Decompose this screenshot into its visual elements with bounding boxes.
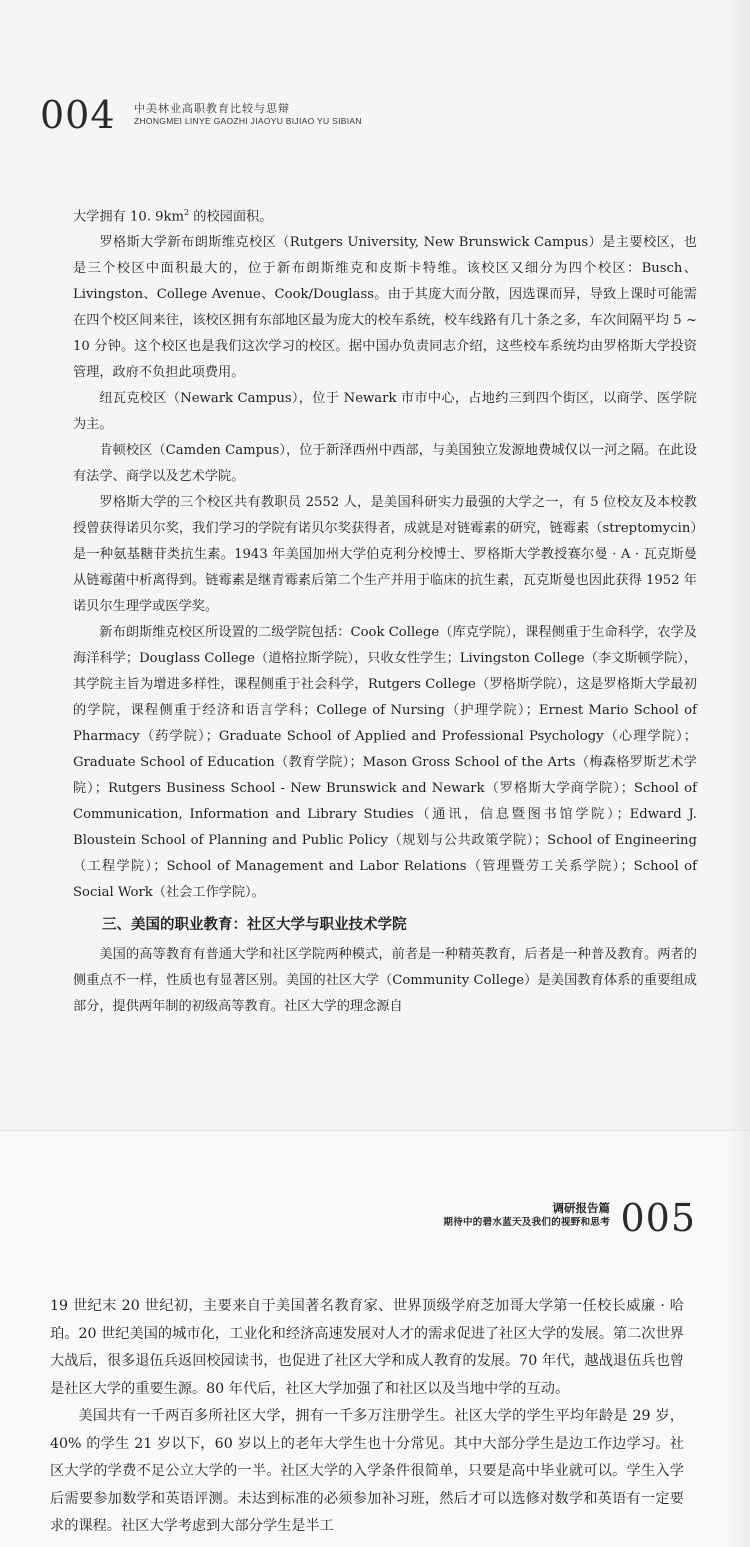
right-page: [0, 1130, 750, 1547]
body-text: [73, 200, 697, 1020]
paragraph: 19 世纪末 20 世纪初，主要来自于美国著名教育家、世界顶级学府芝加哥大学第一任校长威廉 · 哈珀。20 世纪美国的城市化，工业化和经济高速发展对人才的需求促进了社区大学的发展。第二次世界大战后，很多退伍兵返回校园读书，也促进了社区大学和成人教育的发展。70 年代，越战退伍兵也曾是社区大学的重要生源。80 年代后，社区大学加强了和社区以及当地中学的互动。: [50, 1298, 684, 1397]
page-spine-shadow: [724, 0, 750, 1130]
page-number: 005: [620, 1196, 696, 1240]
paragraph-text: 的校园面积。: [189, 209, 273, 225]
running-head-title: 调研报告篇: [552, 1201, 610, 1215]
paragraph-text: 大学拥有 10. 9km: [73, 209, 184, 225]
running-head: [134, 102, 362, 126]
body-text: [50, 1293, 684, 1541]
paragraph: 新布朗斯维克校区所设置的二级学院包括：Cook College（库克学院），课程侧重于生命科学，农学及海洋科学；Douglass College（道格拉斯学院），只收女性学生；Livingston College（李文斯顿学院），其学院主旨为增进多样性，课程侧重于社会科学，Rutgers College（罗格斯学院），这是罗格斯大学最初的学院，课程侧重于经济和语言学科；College of Nursing（护理学院）；Ernest Mario School of Pharmacy（药学院）；Graduate School of Applied and Professional Psychology（心理学院）；Graduate School of Education（教育学院）；Mason Gross School of the Arts（梅森格罗斯艺术学院）；Rutgers Business School - New Brunswick and Newark（罗格斯大学商学院）；School of Communication, Information and Library Studies（通讯，信息暨图书馆学院）；Edward J. Bloustein School of Planning and Public Policy（规划与公共政策学院）；School of Engineering（工程学院）；School of Management and Labor Relations（管理暨劳工关系学院）；School of Social Work（社会工作学院）。: [73, 625, 697, 901]
paragraph: 肯顿校区（Camden Campus），位于新泽西州中西部，与美国独立发源地费城仅以一河之隔。在此设有法学、商学以及艺术学院。: [73, 443, 697, 485]
paragraph: 罗格斯大学的三个校区共有教职员 2552 人，是美国科研实力最强的大学之一，有 5 位校友及本校教授曾获得诺贝尔奖，我们学习的学院有诺贝尔奖获得者，成就是对链霉素的研究，链霉素（streptomycin）是一种氨基糖苷类抗生素。1943 年美国加州大学伯克利分校博士、罗格斯大学教授赛尔曼 · A · 瓦克斯曼从链霉菌中析离得到。链霉素是继青霉素后第二个生产并用于临床的抗生素，瓦克斯曼也因此获得 1952 年诺贝尔生理学或医学奖。: [73, 495, 697, 615]
paragraph: 美国的高等教育有普通大学和社区学院两种模式，前者是一种精英教育，后者是一种普及教育。两者的侧重点不一样，性质也有显著区别。美国的社区大学（Community College）是美国教育体系的重要组成部分，提供两年制的初级高等教育。社区大学的理念源自: [73, 947, 697, 1015]
running-head-chinese: 中美林业高职教育比较与思辩: [134, 102, 290, 115]
running-head-pinyin: ZHONGMEI LINYE GAOZHI JIAOYU BIJIAO YU SIBIAN: [134, 115, 362, 126]
paragraph: 罗格斯大学新布朗斯维克校区（Rutgers University, New Brunswick Campus）是主要校区，也是三个校区中面积最大的，位于新布朗斯维克和皮斯卡特维。该校区又细分为四个校区：Busch、Livingston、College Avenue、Cook/Douglass。由于其庞大而分散，因选课而异，导致上课时可能需在四个校区间来往，该校区拥有东部地区最为庞大的校车系统，校车线路有几十条之多，车次间隔平均 5 ~ 10 分钟。这个校区也是我们这次学习的校区。据中国办负责同志介绍，这些校车系统均由罗格斯大学投资管理，政府不负担此项费用。: [73, 235, 697, 381]
superscript: 2: [184, 208, 190, 217]
running-head: [443, 1201, 610, 1229]
page-number: 004: [40, 93, 116, 137]
running-head-subtitle: 期待中的碧水蓝天及我们的视野和思考: [443, 1216, 610, 1228]
page-spine-shadow: [724, 1131, 750, 1547]
section-heading: 三、美国的职业教育：社区大学与职业技术学院: [102, 917, 407, 934]
paragraph: 纽瓦克校区（Newark Campus），位于 Newark 市市中心，占地约三到四个街区，以商学、医学院为主。: [73, 391, 697, 433]
paragraph: [73, 200, 697, 230]
paragraph: 美国共有一千两百多所社区大学，拥有一千多万注册学生。社区大学的学生平均年龄是 29 岁，40% 的学生 21 岁以下，60 岁以上的老年大学生也十分常见。其中大部分学生是边工作边学习。社区大学的学费不足公立大学的一半。社区大学的入学条件很简单，只要是高中毕业就可以。学生入学后需要参加数学和英语评测。未达到标准的必须参加补习班，然后才可以选修对数学和英语有一定要求的课程。社区大学考虑到大部分学生是半工: [50, 1408, 684, 1534]
